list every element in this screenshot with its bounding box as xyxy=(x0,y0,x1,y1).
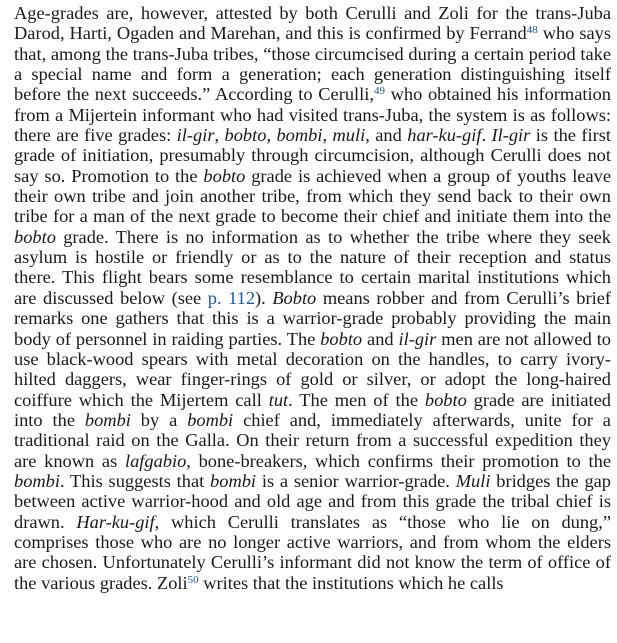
text-run: , and xyxy=(365,125,408,146)
text-run: is a senior warrior-grade. xyxy=(256,470,456,491)
text-run: . The men of the xyxy=(288,389,425,410)
document-page xyxy=(14,3,611,593)
text-run: , which Cerulli translates as “those who lie on dung,” comprises those who are no longer active warriors, and from whom the elders are chosen. Unfortunately Cerulli’s informant did not know the term of office of the various grades. Zoli xyxy=(14,511,611,593)
term-bombi: bombi xyxy=(210,470,257,491)
term-il-gir: Il-gir xyxy=(491,125,531,146)
footnote-ref-48[interactable]: 48 xyxy=(526,24,538,37)
page-link-112[interactable]: p. 112 xyxy=(207,287,256,308)
text-run: means robber and from Cerulli’s brief remarks one gathers that this is a warrior-grade probably providing the main body of personnel in raiding parties. The xyxy=(14,287,611,349)
term-tut: tut xyxy=(268,389,289,410)
text-run: by a xyxy=(130,409,188,430)
term-bombi: bombi xyxy=(276,125,323,146)
text-run: Age-grades are, however, attested by both Cerulli and Zoli for the trans-Juba Darod, Harti, Ogaden and Marehan, and this is confirmed by Ferrand xyxy=(14,3,611,44)
footnote-ref-50[interactable]: 50 xyxy=(187,573,199,586)
term-bobto: bobto xyxy=(424,389,467,410)
text-run: . This suggests that xyxy=(59,470,211,491)
term-il-gir: il-gir xyxy=(176,125,215,146)
term-har-ku-gif: har-ku-gif xyxy=(407,125,482,146)
term-bobto: bobto xyxy=(224,125,267,146)
text-run: , xyxy=(266,125,277,146)
text-run: , bone-breakers, which confirms their promotion to the xyxy=(186,450,612,471)
text-run: is the first grade of initiation, presumably through circumcision, although Cerulli does not say so. Promotion to the xyxy=(14,125,612,186)
text-run: who obtained his information from a Mijertein informant who had visited trans-Juba, the system is as follows: there are five grades: xyxy=(14,84,611,146)
text-run: and xyxy=(362,328,399,349)
term-bombi: bombi xyxy=(14,470,60,491)
term-bobto: Bobto xyxy=(272,287,317,308)
term-bombi: bombi xyxy=(187,409,234,430)
term-bobto: bobto xyxy=(203,165,246,186)
text-run: ). xyxy=(255,287,273,308)
text-run: . xyxy=(481,125,492,146)
text-run: , xyxy=(214,125,225,146)
text-run: grade is achieved when a group of youths leave their own tribe and join another tribe, from which they send back to their own tribe for a man of the next grade to become their chief and initiate them into the xyxy=(14,165,611,227)
text-run: grade. There is no information as to whether the tribe where they seek asylum is hostile or friendly or as to the nature of their reception and status there. This flight bears some resemblance to certain marital institutions which are discussed below (see xyxy=(14,226,611,308)
term-har-ku-gif: Har-ku-gif xyxy=(76,511,155,532)
body-paragraph xyxy=(14,3,611,593)
term-bombi: bombi xyxy=(84,409,131,430)
term-bobto: bobto xyxy=(14,226,56,247)
text-run: writes that the institutions which he calls xyxy=(198,572,504,593)
text-run: bridges the gap between active warrior-hood and old age and from this grade the tribal chief is drawn. xyxy=(14,470,612,532)
term-lafgabio: lafgabio xyxy=(124,450,187,471)
term-muli: Muli xyxy=(455,470,491,491)
text-run: who says that, among the trans-Juba tribes, “those circumcised during a certain period take a special name and form a generation; each generation distinguishing itself before the next succeeds.” According to Cerulli, xyxy=(14,23,611,105)
text-run: , xyxy=(322,125,333,146)
term-muli: muli xyxy=(332,125,366,146)
term-il-gir: il-gir xyxy=(398,328,437,349)
footnote-ref-49[interactable]: 49 xyxy=(373,85,385,98)
text-run: chief and, immediately afterwards, unite for a traditional raid on the Galla. On their return from a successful expedition they are known as xyxy=(14,409,611,471)
term-bobto: bobto xyxy=(320,328,363,349)
text-run: grade are initiated into the xyxy=(14,389,611,430)
text-run: men are not allowed to use black-wood spears with metal decoration on the handles, to carry ivory-hilted daggers, wear finger-rings of gold or silver, or adopt the long-haired coiffure which the Mijertem call xyxy=(14,328,612,410)
